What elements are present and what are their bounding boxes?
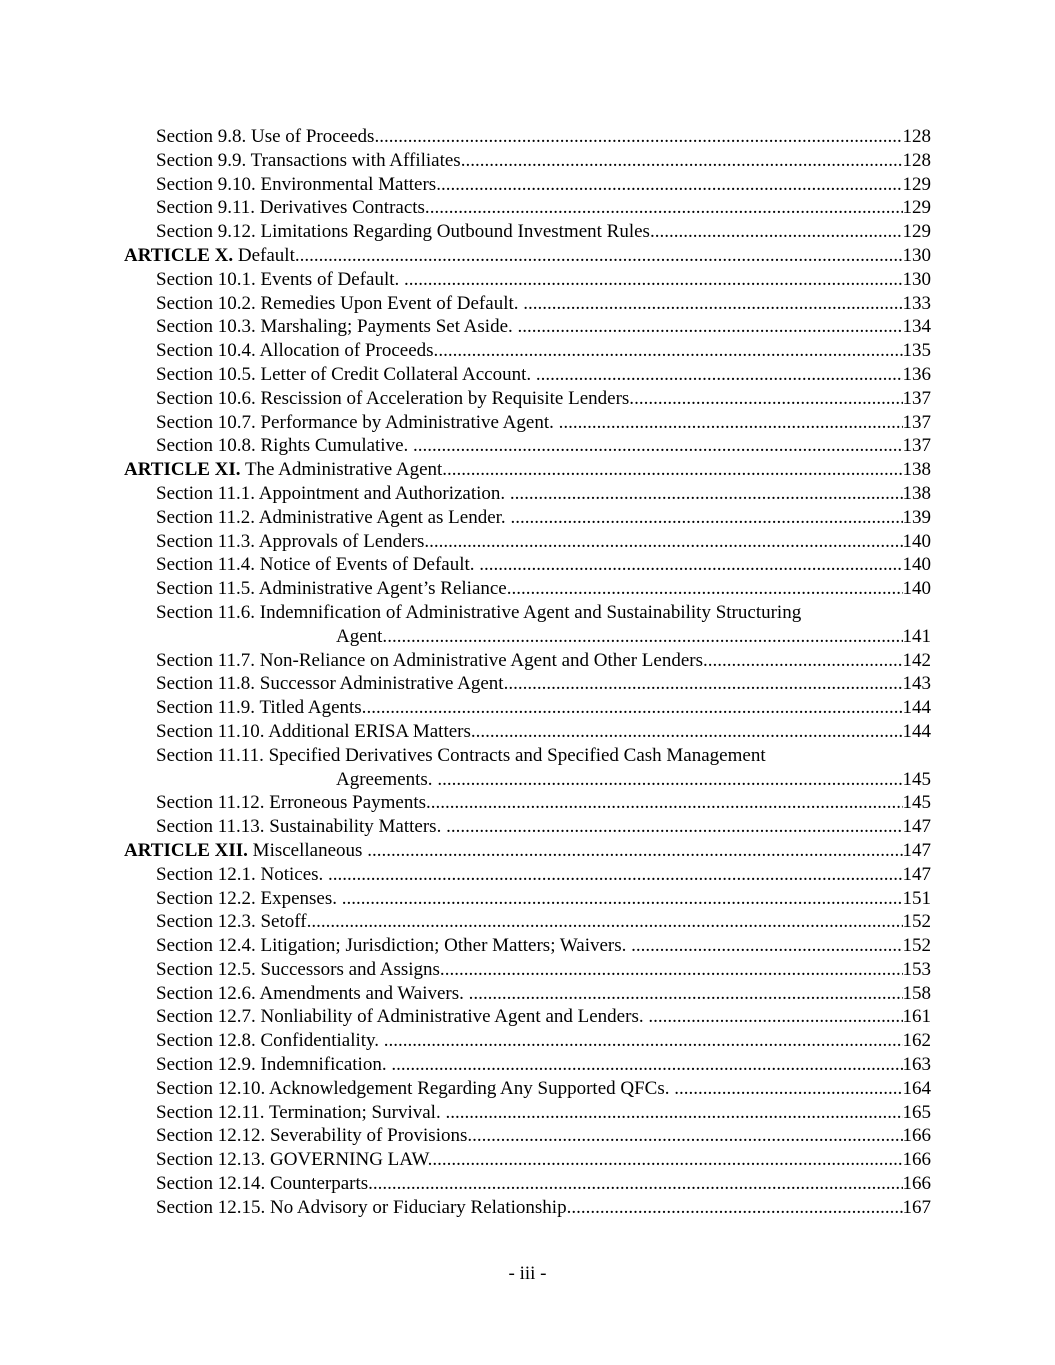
dot-leader — [479, 553, 902, 577]
section-title: Section 10.7. Performance by Administrative Agent. — [156, 411, 559, 433]
section-title: Section 12.3. Setoff. — [156, 911, 312, 933]
toc-page-number: 166 — [902, 1125, 931, 1147]
dot-leader — [708, 649, 903, 673]
section-title: Section 12.2. Expenses. — [156, 887, 342, 909]
toc-page-number: 140 — [902, 554, 931, 576]
section-title: Section 10.8. Rights Cumulative. — [156, 435, 414, 457]
toc-page-number: 144 — [902, 720, 931, 742]
dot-leader — [391, 1053, 902, 1077]
toc-page-number: 147 — [902, 839, 931, 861]
dot-leader — [446, 815, 902, 839]
toc-page-number: 129 — [902, 173, 931, 195]
toc-page-number: 145 — [902, 768, 931, 790]
section-title: Section 12.14. Counterparts. — [156, 1173, 373, 1195]
dot-leader — [432, 1148, 902, 1172]
section-title: Section 10.5. Letter of Credit Collateral Account. — [156, 363, 536, 385]
dot-leader — [536, 363, 903, 387]
dot-leader — [429, 530, 902, 554]
toc-page-number: 153 — [902, 958, 931, 980]
toc-section-entry — [124, 339, 931, 363]
toc-page-number: 130 — [902, 268, 931, 290]
section-title: Section 12.12. Severability of Provisions. — [156, 1125, 473, 1147]
dot-leader — [472, 1124, 902, 1148]
toc-section-entry — [124, 173, 931, 197]
section-title: Section 10.1. Events of Default. — [156, 268, 405, 290]
section-title: Section 10.3. Marshaling; Payments Set Aside. — [156, 316, 518, 338]
toc-section-entry — [124, 434, 931, 458]
toc-page-number: 140 — [902, 530, 931, 552]
dot-leader — [674, 1077, 902, 1101]
section-title: Section 11.11. Specified Derivatives Contracts and Specified Cash Management — [156, 744, 766, 766]
dot-leader — [384, 1029, 903, 1053]
article-number: ARTICLE X. — [124, 244, 234, 266]
toc-page-number: 133 — [902, 292, 931, 314]
toc-page-number: 134 — [902, 316, 931, 338]
toc-page-number: 147 — [902, 816, 931, 838]
toc-section-entry — [124, 1077, 931, 1101]
dot-leader — [508, 672, 902, 696]
section-title: Section 11.9. Titled Agents. — [156, 697, 367, 719]
toc-article-entry — [124, 244, 931, 268]
dot-leader — [295, 244, 903, 268]
toc-section-entry — [124, 268, 931, 292]
toc-page-number: 167 — [902, 1196, 931, 1218]
toc-section-entry — [124, 506, 931, 530]
page-number-footer: - iii - — [508, 1263, 547, 1284]
toc-page-number: 137 — [902, 435, 931, 457]
toc-page-number: 152 — [902, 935, 931, 957]
dot-leader — [373, 1172, 903, 1196]
dot-leader — [430, 196, 903, 220]
toc-page-number: 145 — [902, 792, 931, 814]
dot-leader — [510, 482, 903, 506]
toc-section-entry — [124, 125, 931, 149]
section-title: Section 9.10. Environmental Matters. — [156, 173, 441, 195]
toc-page-number: 142 — [902, 649, 931, 671]
dot-leader — [367, 839, 902, 863]
toc-page-number: 128 — [902, 126, 931, 147]
toc-article-entry — [124, 458, 931, 482]
toc-section-entry — [124, 791, 931, 815]
dot-leader — [311, 910, 902, 934]
toc-section-entry — [124, 196, 931, 220]
section-title: Section 12.5. Successors and Assigns. — [156, 958, 445, 980]
section-title: Section 11.7. Non-Reliance on Administrative Agent and Other Lenders. — [156, 649, 708, 671]
toc-page-number: 136 — [902, 363, 931, 385]
section-title: Section 12.11. Termination; Survival. — [156, 1101, 446, 1123]
section-title: Section 11.1. Appointment and Authorization. — [156, 482, 510, 504]
dot-leader — [413, 434, 902, 458]
toc-page-number: 139 — [902, 506, 931, 528]
toc-page-number: 140 — [902, 578, 931, 600]
section-title: Section 11.8. Successor Administrative Agent. — [156, 673, 509, 695]
section-title: Section 11.13. Sustainability Matters. — [156, 816, 447, 838]
dot-leader — [469, 982, 903, 1006]
toc-section-entry — [124, 1172, 931, 1196]
dot-leader — [445, 958, 903, 982]
article-title: The Administrative Agent — [240, 459, 443, 481]
toc-section-entry — [124, 720, 931, 744]
dot-leader — [465, 149, 902, 173]
toc-section-entry — [124, 411, 931, 435]
dot-leader — [510, 506, 902, 530]
section-title: Section 12.8. Confidentiality. — [156, 1030, 384, 1052]
dot-leader — [404, 268, 902, 292]
toc-page-number: 163 — [902, 1054, 931, 1076]
section-title: Section 12.1. Notices. — [156, 863, 329, 885]
toc-article-entry — [124, 839, 931, 863]
section-title: Section 11.2. Administrative Agent as Lender. — [156, 506, 511, 528]
toc-section-entry — [124, 1029, 931, 1053]
toc-section-entry — [124, 315, 931, 339]
dot-leader — [342, 887, 903, 911]
toc-page-number: 138 — [902, 482, 931, 504]
toc-section-entry — [124, 887, 931, 911]
section-title: Section 10.6. Rescission of Acceleration by Requisite Lenders. — [156, 387, 635, 409]
toc-section-entry — [124, 577, 931, 601]
toc-page-number: 151 — [902, 887, 931, 909]
toc-page-number: 165 — [902, 1101, 931, 1123]
article-number: ARTICLE XII. — [124, 839, 248, 861]
toc-page-number: 129 — [902, 197, 931, 219]
toc-page-number: 161 — [902, 1006, 931, 1028]
toc-page-number: 129 — [902, 221, 931, 243]
toc-page-number: 141 — [902, 625, 931, 647]
toc-section-entry — [124, 863, 931, 887]
toc-page-number: 166 — [902, 1173, 931, 1195]
section-title: Section 9.9. Transactions with Affiliates. — [156, 149, 466, 171]
toc-section-entry — [124, 1053, 931, 1077]
section-title: Section 12.15. No Advisory or Fiduciary Relationship. — [156, 1196, 572, 1218]
dot-leader — [379, 125, 902, 149]
toc-page-number: 162 — [902, 1030, 931, 1052]
toc-section-entry — [124, 1196, 931, 1220]
toc-page-number: 137 — [902, 411, 931, 433]
section-title: Section 9.12. Limitations Regarding Outbound Investment Rules. — [156, 221, 655, 243]
toc-page-number: 130 — [902, 244, 931, 266]
toc-section-entry — [124, 149, 931, 173]
toc-section-entry — [124, 387, 931, 411]
dot-leader — [571, 1196, 902, 1220]
dot-leader — [328, 863, 902, 887]
dot-leader — [476, 720, 903, 744]
section-title: Section 10.2. Remedies Upon Event of Default. — [156, 292, 524, 314]
section-title: Section 11.12. Erroneous Payments. — [156, 792, 431, 814]
dot-leader — [445, 1101, 902, 1125]
toc-page-number: 152 — [902, 911, 931, 933]
dot-leader — [431, 791, 903, 815]
section-title: Section 11.3. Approvals of Lenders. — [156, 530, 430, 552]
toc-section-entry — [124, 982, 931, 1006]
toc-section-entry — [124, 530, 931, 554]
toc-section-entry — [124, 292, 931, 316]
dot-leader — [634, 387, 902, 411]
article-title: Default — [233, 244, 295, 266]
section-title: Section 11.6. Indemnification of Administrative Agent and Sustainability Structuring — [156, 601, 802, 623]
section-title: Section 12.13. GOVERNING LAW. — [156, 1149, 433, 1171]
section-title: Section 12.6. Amendments and Waivers. — [156, 982, 469, 1004]
dot-leader — [518, 315, 903, 339]
toc-page-number: 128 — [902, 149, 931, 171]
section-title: Section 11.5. Administrative Agent’s Reliance. — [156, 578, 512, 600]
toc-section-entry — [124, 220, 931, 244]
toc-section-entry — [124, 672, 931, 696]
dot-leader — [512, 577, 903, 601]
toc-page-number: 135 — [902, 340, 931, 362]
toc-section-entry — [124, 958, 931, 982]
toc-section-entry — [124, 1005, 931, 1029]
dot-leader — [366, 696, 902, 720]
section-title: Section 9.11. Derivatives Contracts. — [156, 197, 430, 219]
section-title: Section 12.10. Acknowledgement Regarding Any Supported QFCs. — [156, 1077, 675, 1099]
dot-leader — [648, 1005, 902, 1029]
toc-page-number: 164 — [902, 1077, 931, 1099]
section-title: Section 12.7. Nonliability of Administrative Agent and Lenders. — [156, 1006, 649, 1028]
dot-leader — [438, 339, 902, 363]
dot-leader — [655, 220, 903, 244]
section-title: Section 10.4. Allocation of Proceeds. — [156, 340, 439, 362]
dot-leader — [631, 934, 902, 958]
toc-section-entry — [124, 553, 931, 577]
toc-page-number: 158 — [902, 982, 931, 1004]
dot-leader — [442, 458, 902, 482]
section-title: Section 11.10. Additional ERISA Matters. — [156, 720, 476, 742]
toc-section-entry — [124, 1124, 931, 1148]
article-number: ARTICLE XI. — [124, 459, 241, 481]
toc-page-number: 143 — [902, 673, 931, 695]
toc-section-entry — [124, 482, 931, 506]
table-of-contents — [124, 125, 931, 1220]
toc-section-entry — [124, 649, 931, 673]
toc-page-number: 138 — [902, 459, 931, 481]
toc-section-entry — [124, 910, 931, 934]
toc-section-entry — [124, 815, 931, 839]
section-title-continuation: Agent. — [336, 625, 388, 647]
dot-leader — [441, 173, 903, 197]
toc-page-number: 144 — [902, 697, 931, 719]
dot-leader — [559, 411, 903, 435]
toc-section-entry — [124, 363, 931, 387]
dot-leader — [387, 625, 902, 649]
toc-page-number: 166 — [902, 1149, 931, 1171]
toc-section-entry — [124, 744, 931, 792]
section-title: Section 12.9. Indemnification. — [156, 1054, 392, 1076]
toc-section-entry — [124, 696, 931, 720]
article-title: Miscellaneous — [247, 839, 368, 861]
section-title: Section 9.8. Use of Proceeds. — [156, 126, 380, 147]
toc-section-entry — [124, 601, 931, 649]
dot-leader — [523, 292, 902, 316]
section-title-continuation: Agreements. — [336, 768, 438, 790]
toc-page-number: 147 — [902, 863, 931, 885]
dot-leader — [437, 768, 902, 792]
section-title: Section 11.4. Notice of Events of Default. — [156, 554, 480, 576]
toc-section-entry — [124, 1148, 931, 1172]
toc-page-number: 137 — [902, 387, 931, 409]
toc-section-entry — [124, 934, 931, 958]
toc-section-entry — [124, 1101, 931, 1125]
section-title: Section 12.4. Litigation; Jurisdiction; Other Matters; Waivers. — [156, 935, 632, 957]
